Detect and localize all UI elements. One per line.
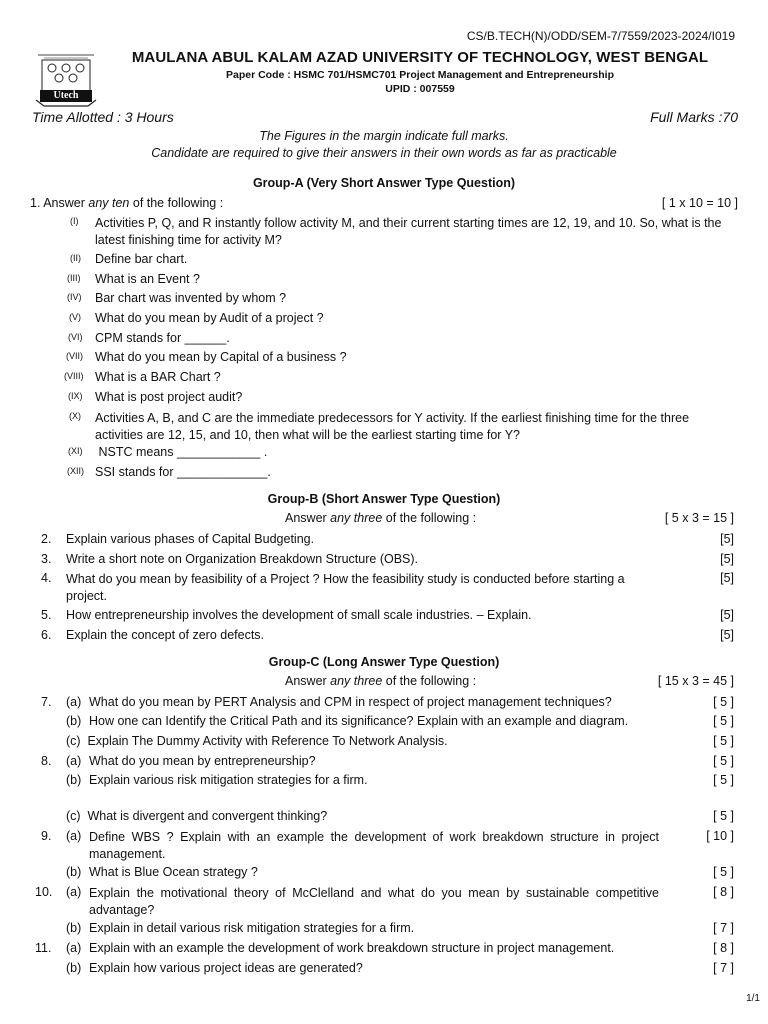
instruction-prefix: 1. Answer — [30, 196, 89, 210]
question-marks: [ 5 ] — [713, 695, 734, 709]
question-marks: [5] — [720, 552, 734, 566]
question-sub-label: (b) — [66, 921, 82, 935]
paper-code-reference: CS/B.TECH(N)/ODD/SEM-7/7559/2023-2024/I019 — [466, 29, 735, 43]
question-sub-label: (b) — [66, 961, 82, 975]
question-text: Activities A, B, and C are the immediate predecessors for Y activity. If the earliest finishing time for the three activities are 12, 15, and 10, then what will be the earliest starting time for Y? — [95, 411, 690, 442]
question-number: (I) — [70, 216, 79, 226]
full-marks: Full Marks :70 — [650, 109, 738, 125]
question-text: CPM stands for ______. — [95, 331, 230, 345]
question-text: Activities P, Q, and R instantly follow activity M, and their current starting times are 12, 19, and 10. So, what is the latest finishing time for activity M? — [95, 216, 722, 247]
question-number: 7. — [41, 695, 52, 709]
question-marks: [ 5 ] — [713, 773, 734, 787]
instruction-suffix: of the following : — [382, 511, 477, 525]
question-number: (IV) — [67, 292, 82, 302]
question-number: (II) — [70, 253, 81, 263]
question-sub-label: (a) — [66, 695, 82, 709]
question-marks: [5] — [720, 571, 734, 585]
question-text: Explain with an example the development of work breakdown structure in project management. — [89, 941, 615, 955]
group-c-marks: [ 15 x 3 = 45 ] — [657, 674, 734, 688]
question-text: Write a short note on Organization Breakdown Structure (OBS). — [66, 552, 419, 566]
instruction-suffix: of the following : — [382, 674, 477, 688]
question-number: 2. — [41, 532, 52, 546]
question-text: Define bar chart. — [95, 252, 188, 266]
instruction-prefix: Answer — [285, 674, 331, 688]
question-marks: [ 5 ] — [713, 754, 734, 768]
question-text: What is divergent and convergent thinking? — [84, 809, 328, 823]
question-text: What do you mean by feasibility of a Project ? How the feasibility study is conducted before starting a project. — [66, 572, 625, 603]
question-sub-label: (a) — [66, 829, 82, 843]
instruction-emphasis: any three — [330, 511, 383, 525]
question-text: How entrepreneurship involves the development of small scale industries. – Explain. — [66, 608, 532, 622]
question-sub-label: (a) — [66, 941, 82, 955]
question-text: What is a BAR Chart ? — [95, 370, 221, 384]
group-a-title: Group-A (Very Short Answer Type Question) — [252, 176, 516, 190]
question-text: Explain in detail various risk mitigation strategies for a firm. — [89, 921, 415, 935]
question-marks: [ 10 ] — [706, 829, 734, 843]
question-sub-label: (b) — [66, 714, 82, 728]
question-text: What is Blue Ocean strategy ? — [89, 865, 258, 879]
question-sub-label: (b) — [66, 865, 82, 879]
question-number: (III) — [67, 273, 81, 283]
question-text: Explain how various project ideas are generated? — [89, 961, 363, 975]
instruction-emphasis: any ten — [88, 196, 130, 210]
question-text: What do you mean by PERT Analysis and CPM in respect of project management techniques? — [89, 695, 612, 709]
question-number: 9. — [41, 829, 52, 843]
question-marks: [ 5 ] — [713, 865, 734, 879]
question-number: (VIII) — [64, 371, 84, 381]
question-text: What do you mean by entrepreneurship? — [89, 754, 316, 768]
question-marks: [5] — [720, 628, 734, 642]
question-number: (VII) — [66, 351, 83, 361]
question-text: NSTC means ____________ . — [95, 445, 268, 459]
question-number: 5. — [41, 608, 52, 622]
question-number: 3. — [41, 552, 52, 566]
instruction-prefix: Answer — [285, 511, 331, 525]
question-text: Explain various phases of Capital Budgeting. — [66, 532, 315, 546]
question-number: 8. — [41, 754, 52, 768]
group-b-marks: [ 5 x 3 = 15 ] — [664, 511, 734, 525]
question-text: What is post project audit? — [95, 390, 243, 404]
question-marks: [ 8 ] — [713, 885, 734, 899]
group-b-title: Group-B (Short Answer Type Question) — [267, 492, 501, 506]
question-sub-label: (a) — [66, 754, 82, 768]
question-number: (VI) — [68, 332, 83, 342]
question-text: How one can Identify the Critical Path and its significance? Explain with an example and diagram. — [89, 714, 629, 728]
instruction-note-2: Candidate are required to give their answers in their own words as far as practicable — [151, 146, 617, 160]
question-marks: [ 5 ] — [713, 734, 734, 748]
question-marks: [5] — [720, 608, 734, 622]
question-number: (IX) — [68, 391, 83, 401]
group-c-title: Group-C (Long Answer Type Question) — [268, 655, 500, 669]
question-number: 6. — [41, 628, 52, 642]
question-marks: [ 8 ] — [713, 941, 734, 955]
question-text: Explain the motivational theory of McClelland and what do you mean by sustainable competitive advantage? — [89, 886, 659, 917]
instruction-note-1: The Figures in the margin indicate full marks. — [259, 129, 509, 143]
question-marks: [5] — [720, 532, 734, 546]
group-b-instruction — [285, 511, 476, 525]
question-text: What is an Event ? — [95, 272, 200, 286]
question-marks: [ 7 ] — [713, 961, 734, 975]
question-marks: [ 5 ] — [713, 714, 734, 728]
question-number: (XII) — [67, 466, 84, 476]
upid: UPID : 007559 — [385, 83, 455, 95]
question-number: 10. — [35, 885, 53, 899]
group-a-marks: [ 1 x 10 = 10 ] — [661, 196, 738, 210]
question-number: 11. — [35, 941, 52, 955]
instruction-suffix: of the following : — [129, 196, 224, 210]
paper-title: Paper Code : HSMC 701/HSMC701 Project Management and Entrepreneurship — [225, 69, 614, 81]
question-sub-label: (a) — [66, 885, 82, 899]
time-allotted: Time Allotted : 3 Hours — [32, 109, 174, 125]
university-name: MAULANA ABUL KALAM AZAD UNIVERSITY OF TECHNOLOGY, WEST BENGAL — [131, 49, 709, 66]
group-a-instruction — [30, 196, 223, 210]
question-text: Explain various risk mitigation strategies for a firm. — [89, 773, 368, 787]
question-text: Explain The Dummy Activity with Reference To Network Analysis. — [84, 734, 448, 748]
question-marks: [ 7 ] — [713, 921, 734, 935]
question-sub-label: (b) — [66, 773, 82, 787]
question-sub-label: (c) — [66, 734, 81, 748]
question-text: Bar chart was invented by whom ? — [95, 291, 287, 305]
question-text: Explain the concept of zero defects. — [66, 628, 265, 642]
instruction-emphasis: any three — [330, 674, 383, 688]
question-sub-label: (c) — [66, 809, 81, 823]
page-number: 1/1 — [746, 993, 760, 1004]
question-text: Define WBS ? Explain with an example the development of work breakdown structure in project management. — [89, 830, 659, 861]
question-text: What do you mean by Capital of a business ? — [95, 350, 347, 364]
question-text: SSI stands for _____________. — [95, 465, 271, 479]
logo-text: Utech — [53, 90, 79, 101]
question-number: (X) — [69, 411, 81, 421]
group-c-instruction — [285, 674, 476, 688]
question-text: What do you mean by Audit of a project ? — [95, 311, 324, 325]
question-number: (V) — [69, 312, 81, 322]
question-number: 4. — [41, 571, 52, 585]
question-marks: [ 5 ] — [713, 809, 734, 823]
question-number: (XI) — [68, 446, 83, 456]
